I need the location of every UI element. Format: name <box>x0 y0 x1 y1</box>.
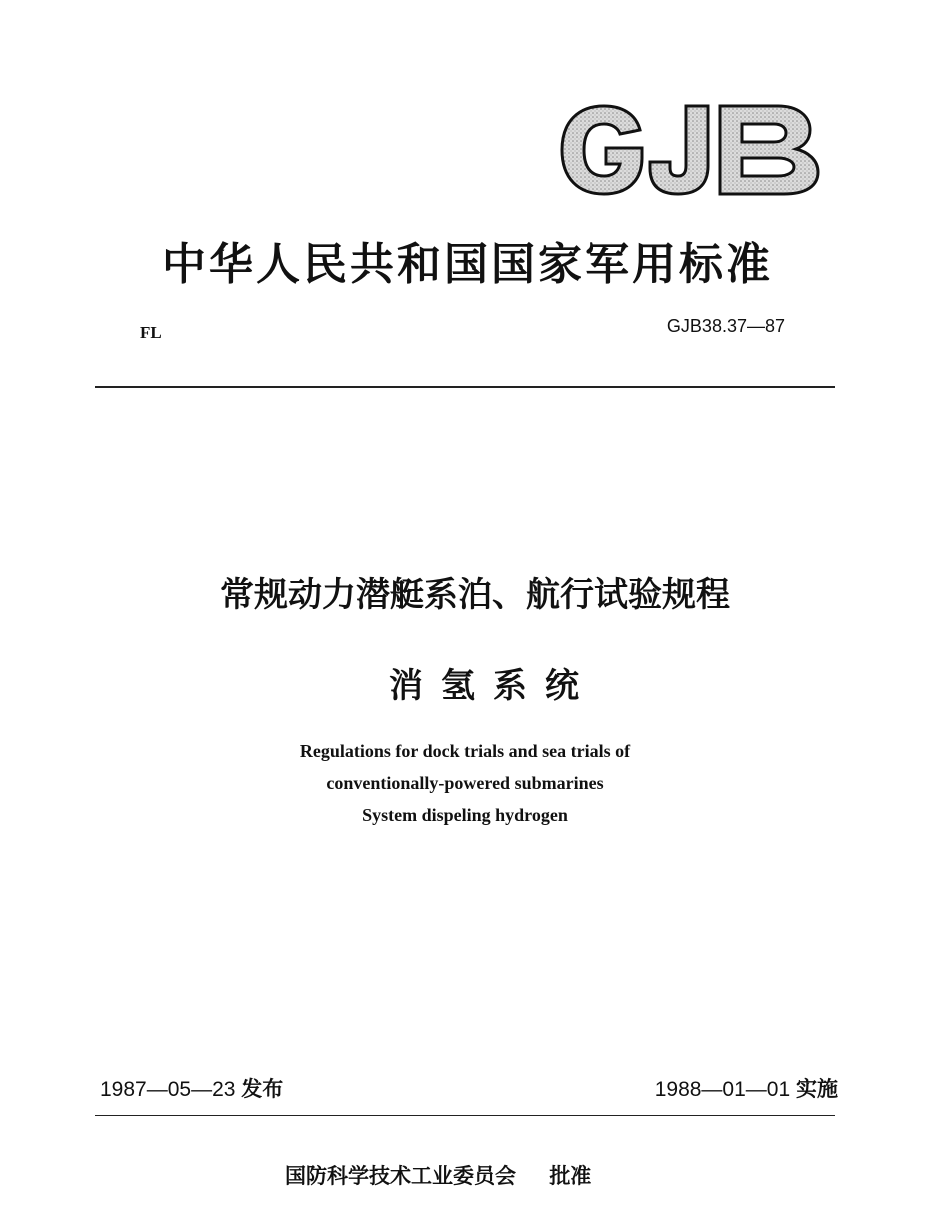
gjb-logo <box>556 100 824 200</box>
approval-label: 批准 <box>549 1164 592 1188</box>
classification-code: FL <box>140 323 162 342</box>
implement-label: 实施 <box>796 1077 838 1101</box>
issue-date: 1987—05—23 <box>100 1078 236 1101</box>
issue-label: 发布 <box>241 1077 284 1101</box>
approver-name: 国防科学技术工业委员会 <box>285 1164 516 1188</box>
standard-category-title: 中华人民共和国国家军用标准 <box>162 239 773 290</box>
english-title-line: conventionally-powered submarines <box>326 773 604 793</box>
english-title-line: System dispeling hydrogen <box>362 805 568 825</box>
standard-number: GJB38.37—87 <box>666 316 785 336</box>
implement-date-block <box>580 1073 838 1103</box>
approver-block <box>285 1160 591 1190</box>
document-title-sub: 消氢系统 <box>389 666 597 706</box>
issue-date-block <box>100 1073 283 1103</box>
gjb-logo-graphic <box>556 100 824 200</box>
document-title-main: 常规动力潜艇系泊、航行试验规程 <box>220 575 730 615</box>
implement-date: 1988—01—01 <box>654 1078 791 1101</box>
header-divider <box>95 386 835 388</box>
english-title-line: Regulations for dock trials and sea trials of <box>299 741 631 761</box>
footer-divider <box>95 1115 835 1116</box>
